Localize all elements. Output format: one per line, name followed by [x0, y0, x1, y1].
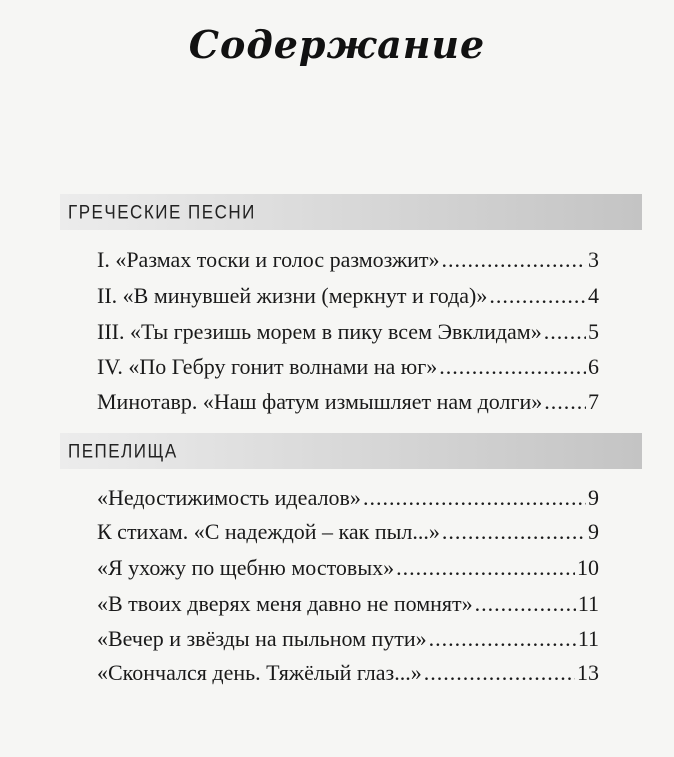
toc-entry [97, 243, 599, 277]
entry-title: «Я ухожу по щебню мостовых» [97, 555, 395, 580]
entry-title: III. «Ты грезишь морем в пику всем Эвклидам» [97, 319, 542, 344]
section-label: ГРЕЧЕСКИЕ ПЕСНИ [68, 201, 256, 223]
entry-title: «В твоих дверях меня давно не помнят» [97, 591, 473, 616]
dot-leader [544, 385, 586, 419]
entry-page-number: 7 [588, 389, 599, 414]
entry-page-number: 10 [577, 555, 599, 580]
entry-title: К стихам. «С надеждой – как пыл...» [97, 519, 440, 544]
entry-page-number: 5 [588, 319, 599, 344]
section-label: ПЕПЕЛИЩА [68, 440, 178, 462]
entry-page-number: 13 [577, 660, 599, 685]
dot-leader [442, 243, 586, 277]
entry-page-number: 11 [577, 626, 599, 651]
toc-entry [97, 587, 599, 621]
entry-title: II. «В минувшей жизни (меркнут и года)» [97, 283, 488, 308]
dot-leader [429, 622, 576, 656]
toc-entry [97, 551, 599, 585]
toc-entry [97, 622, 599, 656]
dot-leader [442, 515, 586, 549]
dot-leader [424, 656, 575, 690]
entry-page-number: 4 [588, 283, 599, 308]
entry-title: «Недостижимость идеалов» [97, 485, 361, 510]
dot-leader [475, 587, 576, 621]
entry-page-number: 9 [588, 519, 599, 544]
dot-leader [544, 315, 586, 349]
entry-page-number: 9 [588, 485, 599, 510]
entry-title: Минотавр. «Наш фатум измышляет нам долги» [97, 389, 543, 414]
toc-entry [97, 279, 599, 313]
dot-leader [396, 551, 575, 585]
toc-entry [97, 385, 599, 419]
page-title: Содержание [188, 22, 486, 67]
toc-entry [97, 515, 599, 549]
section-header-pepelishcha [60, 433, 642, 469]
toc-entry [97, 315, 599, 349]
entry-title: «Вечер и звёзды на пыльном пути» [97, 626, 427, 651]
entry-page-number: 6 [588, 354, 599, 379]
dot-leader [439, 350, 586, 384]
entry-title: «Скончался день. Тяжёлый глаз...» [97, 660, 422, 685]
toc-entry [97, 481, 599, 515]
dot-leader [489, 279, 586, 313]
dot-leader [363, 481, 586, 515]
toc-entry [97, 350, 599, 384]
entry-page-number: 11 [577, 591, 599, 616]
entry-title: IV. «По Гебру гонит волнами на юг» [97, 354, 438, 379]
section-header-greek-songs [60, 194, 642, 230]
toc-entry [97, 656, 599, 690]
entry-page-number: 3 [588, 247, 599, 272]
entry-title: I. «Размах тоски и голос размозжит» [97, 247, 440, 272]
